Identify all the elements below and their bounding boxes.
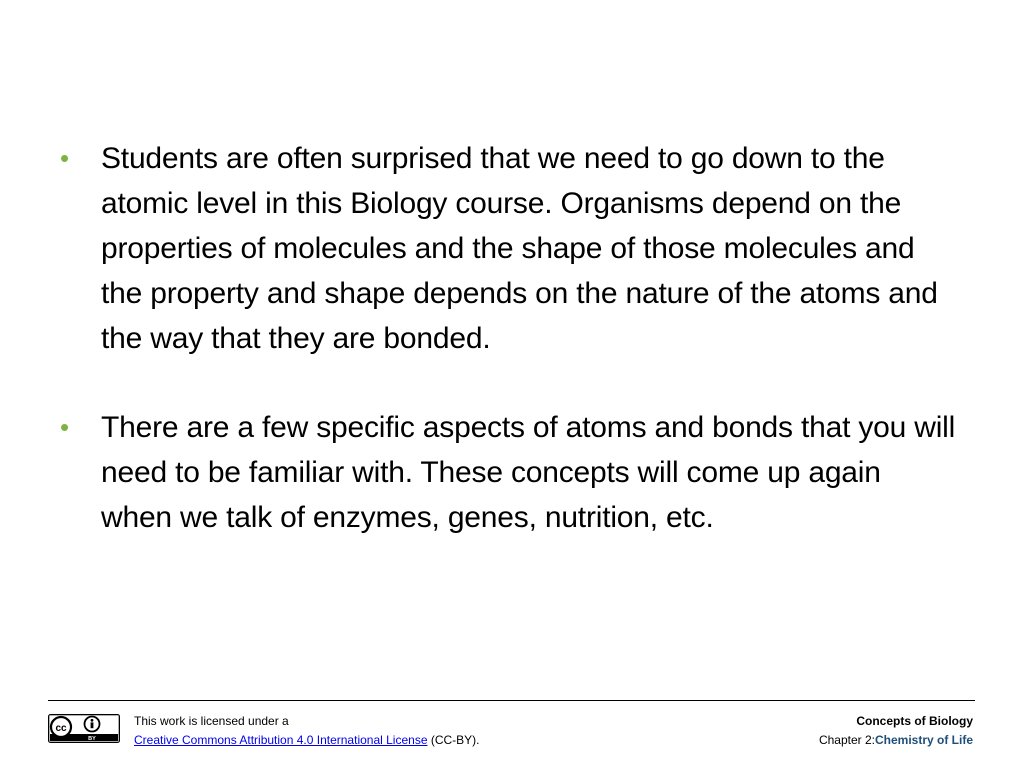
- bullet-dot-icon: •: [60, 143, 69, 173]
- chapter-name: Chemistry of Life: [874, 733, 973, 747]
- bullet-list: [58, 136, 958, 540]
- svg-text:cc: cc: [55, 723, 67, 734]
- license-line: This work is licensed under a: [134, 714, 289, 728]
- course-info: [819, 712, 973, 750]
- bullet-dot-icon: •: [60, 412, 69, 442]
- chapter-prefix: Chapter 2:: [818, 733, 875, 747]
- license-link[interactable]: Creative Commons Attribution 4.0 International License: [134, 733, 428, 747]
- course-title: Concepts of Biology: [856, 714, 973, 728]
- bullet-text: Students are often surprised that we need to go down to the atomic level in this Biology course. Organisms depend on the properties of molecules and the shape of those molecules and the property and shape depends on the nature of the atoms and the way that they are bonded.: [101, 142, 938, 355]
- footer-divider: [48, 700, 975, 701]
- badge-by-text: BY: [88, 736, 96, 742]
- bullet-item: [58, 136, 958, 361]
- bullet-item: [58, 405, 958, 540]
- license-notice: [134, 712, 480, 750]
- license-suffix: (CC-BY).: [427, 733, 480, 747]
- cc-by-license-badge-icon: [48, 714, 120, 743]
- bullet-text: There are a few specific aspects of atoms and bonds that you will need to be familiar with. These concepts will come up again when we talk of enzymes, genes, nutrition, etc.: [101, 411, 956, 534]
- chapter-line: [819, 731, 973, 750]
- license-link-line: [134, 731, 480, 750]
